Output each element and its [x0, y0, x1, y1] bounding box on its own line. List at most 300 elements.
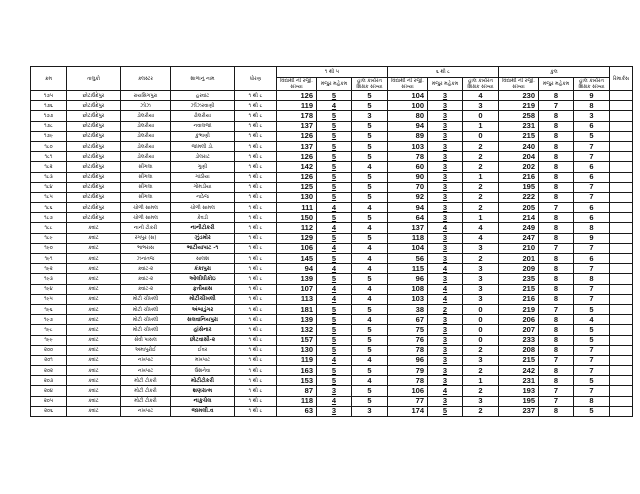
teachers-6-8: 4 [463, 91, 499, 101]
students-6-8: 103 [388, 141, 428, 151]
school-name-cell: છોટવાસી-૨ [171, 335, 235, 345]
sanctioned-1-5: 5 [317, 304, 352, 314]
table-row [31, 213, 633, 223]
sanctioned-6-8: 3 [428, 335, 463, 345]
teachers-total: 5 [574, 335, 610, 345]
students-1-5: 126 [277, 131, 317, 141]
standard-cell: ૧ થી ૮ [235, 284, 277, 294]
taluka-cell: ક્વાંટ [67, 406, 121, 416]
school-name-cell: ગાંઠીયા [171, 172, 235, 182]
table-row [31, 315, 633, 325]
teachers-total: 9 [574, 233, 610, 243]
standard-cell: ૧ થી ૮ [235, 254, 277, 264]
school-name-cell: નાઠેજ [171, 192, 235, 202]
standard-cell: ૧ થી ૮ [235, 203, 277, 213]
remarks-cell [610, 243, 633, 253]
sanctioned-1-5: 5 [317, 131, 352, 141]
sanctioned-1-5: 5 [317, 233, 352, 243]
row-number: ૨૦૬ [31, 406, 67, 416]
cluster-cell: સીંગલા [121, 172, 171, 182]
cluster-cell: મોટી ટોકરી [121, 386, 171, 396]
table-row [31, 203, 633, 213]
sanctioned-total: 8 [539, 141, 574, 151]
remarks-cell [610, 152, 633, 162]
sanctioned-6-8: 3 [428, 141, 463, 151]
sanctioned-1-5: 4 [317, 203, 352, 213]
standard-cell: ૧ થી ૮ [235, 141, 277, 151]
sanctioned-6-8: 4 [428, 294, 463, 304]
sanctioned-6-8: 3 [428, 315, 463, 325]
col-header-cluster: ક્લસ્ટર [121, 67, 171, 91]
students-1-5: 142 [277, 162, 317, 172]
cluster-cell: ઝનાંતજ [121, 254, 171, 264]
remarks-cell [610, 396, 633, 406]
cluster-cell: ક્વાંટ-૨ [121, 264, 171, 274]
students-1-5: 126 [277, 152, 317, 162]
sanctioned-total: 7 [539, 355, 574, 365]
row-number: ૧૯૪ [31, 284, 67, 294]
school-name-cell: મોટીટોકરી [171, 376, 235, 386]
teachers-6-8: 3 [463, 101, 499, 111]
sanctioned-total: 8 [539, 192, 574, 202]
teachers-total: 3 [574, 111, 610, 121]
students-1-5: 130 [277, 192, 317, 202]
teachers-6-8: 0 [463, 335, 499, 345]
sanctioned-total: 8 [539, 91, 574, 101]
sanctioned-total: 8 [539, 121, 574, 131]
teachers-total: 7 [574, 141, 610, 151]
sanctioned-6-8: 3 [428, 355, 463, 365]
cluster-cell: મોટી ચીખલી [121, 304, 171, 314]
school-name-cell: કંકાપુરા [171, 264, 235, 274]
taluka-cell: છોટાઉદેપુર [67, 131, 121, 141]
table-row [31, 182, 633, 192]
remarks-cell [610, 345, 633, 355]
taluka-cell: ક્વાંટ [67, 294, 121, 304]
students-1-5: 150 [277, 213, 317, 223]
standard-cell: ૧ થી ૮ [235, 304, 277, 314]
standard-cell: ૧ થી ૮ [235, 315, 277, 325]
row-number: ૧૮૨ [31, 162, 67, 172]
cluster-cell: રંગપુર (સ) [121, 233, 171, 243]
teachers-1-5: 4 [352, 243, 388, 253]
sanctioned-1-5: 4 [317, 355, 352, 365]
standard-cell: ૧ થી ૮ [235, 345, 277, 355]
students-1-5: 107 [277, 284, 317, 294]
school-name-cell: હાંસેનાર [171, 325, 235, 335]
sanctioned-6-8: 3 [428, 233, 463, 243]
sanctioned-6-8: 3 [428, 172, 463, 182]
col-header-students: વિદ્યાર્થી ની રજી. સંખ્યા [499, 78, 539, 91]
teachers-1-5: 5 [352, 233, 388, 243]
students-1-5: 94 [277, 264, 317, 274]
sanctioned-1-5: 4 [317, 264, 352, 274]
sanctioned-6-8: 3 [428, 203, 463, 213]
cluster-cell: ડોલરીયા [121, 152, 171, 162]
students-total: 240 [499, 141, 539, 151]
students-total: 231 [499, 121, 539, 131]
sanctioned-total: 7 [539, 386, 574, 396]
sanctioned-1-5: 5 [317, 141, 352, 151]
teachers-1-5: 5 [352, 345, 388, 355]
row-number: ૧૭૫ [31, 91, 67, 101]
sanctioned-6-8: 3 [428, 192, 463, 202]
teachers-total: 7 [574, 264, 610, 274]
standard-cell: ૧ થી ૮ [235, 274, 277, 284]
students-6-8: 94 [388, 121, 428, 131]
table-row [31, 396, 633, 406]
school-name-cell: ઉશનેવા [171, 366, 235, 376]
remarks-cell [610, 315, 633, 325]
standard-cell: ૧ થી ૮ [235, 264, 277, 274]
taluka-cell: ક્વાંટ [67, 335, 121, 345]
students-6-8: 80 [388, 111, 428, 121]
taluka-cell: છોટાઉદેપુર [67, 203, 121, 213]
students-1-5: 118 [277, 396, 317, 406]
students-6-8: 75 [388, 325, 428, 335]
row-number: ૧૯૨ [31, 264, 67, 274]
sanctioned-total: 8 [539, 213, 574, 223]
remarks-cell [610, 284, 633, 294]
students-total: 247 [499, 233, 539, 243]
taluka-cell: છોટાઉદેપુર [67, 192, 121, 202]
sanctioned-total: 8 [539, 111, 574, 121]
teachers-total: 8 [574, 274, 610, 284]
taluka-cell: ક્વાંટ [67, 355, 121, 365]
sanctioned-1-5: 4 [317, 396, 352, 406]
students-1-5: 129 [277, 233, 317, 243]
students-1-5: 126 [277, 91, 317, 101]
standard-cell: ૧ થી ૮ [235, 91, 277, 101]
table-row [31, 386, 633, 396]
sanctioned-6-8: 3 [428, 213, 463, 223]
teachers-total: 9 [574, 91, 610, 101]
school-name-cell: હરવાંટ [171, 91, 235, 101]
teachers-total: 7 [574, 355, 610, 365]
sanctioned-6-8: 3 [428, 131, 463, 141]
students-6-8: 70 [388, 182, 428, 192]
cluster-cell: નાની ટોકરી [121, 223, 171, 233]
students-1-5: 163 [277, 366, 317, 376]
cluster-cell: મોટી ચીખલી [121, 325, 171, 335]
school-name-cell: નાકુચેલ [171, 396, 235, 406]
students-6-8: 38 [388, 304, 428, 314]
sanctioned-total: 7 [539, 243, 574, 253]
students-1-5: 178 [277, 111, 317, 121]
teachers-1-5: 5 [352, 386, 388, 396]
students-6-8: 76 [388, 335, 428, 345]
sanctioned-total: 8 [539, 274, 574, 284]
teachers-6-8: 2 [463, 141, 499, 151]
row-number: ૧૮૧ [31, 152, 67, 162]
remarks-cell [610, 254, 633, 264]
sanctioned-1-5: 5 [317, 213, 352, 223]
students-1-5: 63 [277, 406, 317, 416]
teachers-total: 7 [574, 386, 610, 396]
students-6-8: 174 [388, 406, 428, 416]
school-name-cell: શણરાત્મ [171, 386, 235, 396]
teachers-1-5: 4 [352, 284, 388, 294]
sanctioned-total: 8 [539, 325, 574, 335]
remarks-cell [610, 294, 633, 304]
remarks-cell [610, 386, 633, 396]
sanctioned-6-8: 3 [428, 325, 463, 335]
table-row [31, 192, 633, 202]
standard-cell: ૧ થી ૮ [235, 162, 277, 172]
standard-cell: ૧ થી ૮ [235, 386, 277, 396]
teachers-6-8: 1 [463, 213, 499, 223]
taluka-cell: છોટાઉદેપુર [67, 152, 121, 162]
sanctioned-6-8: 2 [428, 304, 463, 314]
row-number: ૧૯૫ [31, 294, 67, 304]
sanctioned-total: 8 [539, 264, 574, 274]
sanctioned-1-5: 5 [317, 274, 352, 284]
sanctioned-1-5: 5 [317, 335, 352, 345]
teachers-6-8: 2 [463, 203, 499, 213]
students-total: 242 [499, 366, 539, 376]
school-name-cell: ભાટીયાપાટ -૧ [171, 243, 235, 253]
students-total: 219 [499, 101, 539, 111]
students-total: 206 [499, 315, 539, 325]
table-row [31, 355, 633, 365]
taluka-cell: ક્વાંટ [67, 284, 121, 294]
teachers-total: 5 [574, 376, 610, 386]
teachers-1-5: 5 [352, 325, 388, 335]
teachers-total: 8 [574, 223, 610, 233]
standard-cell: ૧ થી ૮ [235, 101, 277, 111]
teachers-total: 7 [574, 284, 610, 294]
table-row [31, 131, 633, 141]
teachers-total: 7 [574, 243, 610, 253]
cluster-cell: મોટી ટોકરી [121, 396, 171, 406]
teachers-1-5: 4 [352, 223, 388, 233]
remarks-cell [610, 376, 633, 386]
sanctioned-6-8: 3 [428, 121, 463, 131]
teachers-1-5: 4 [352, 294, 388, 304]
students-1-5: 130 [277, 345, 317, 355]
students-total: 210 [499, 243, 539, 253]
table-row [31, 243, 633, 253]
teachers-6-8: 1 [463, 172, 499, 182]
students-total: 215 [499, 355, 539, 365]
taluka-cell: છોટાઉદેપુર [67, 121, 121, 131]
remarks-cell [610, 162, 633, 172]
taluka-cell: ક્વાંટ [67, 396, 121, 406]
taluka-cell: છોટાઉદેપુર [67, 91, 121, 101]
students-1-5: 106 [277, 243, 317, 253]
teachers-total: 6 [574, 203, 610, 213]
teachers-6-8: 0 [463, 111, 499, 121]
students-1-5: 113 [277, 294, 317, 304]
row-number: ૧૮૬ [31, 203, 67, 213]
row-number: ૧૮૫ [31, 192, 67, 202]
cluster-cell: રાયસિંગપુરા [121, 91, 171, 101]
students-6-8: 79 [388, 366, 428, 376]
students-6-8: 64 [388, 213, 428, 223]
sanctioned-6-8: 4 [428, 223, 463, 233]
row-number: ૨૦૪ [31, 386, 67, 396]
school-name-cell: ચોળી સામલ [171, 203, 235, 213]
sanctioned-1-5: 4 [317, 223, 352, 233]
students-total: 208 [499, 345, 539, 355]
col-header-dhoran: ધોરણ [235, 67, 277, 91]
students-6-8: 92 [388, 192, 428, 202]
teachers-6-8: 1 [463, 376, 499, 386]
students-total: 202 [499, 162, 539, 172]
teachers-6-8: 2 [463, 182, 499, 192]
school-name-cell: ઈવર [171, 345, 235, 355]
col-header-taluka: તાલુકો [67, 67, 121, 91]
cluster-cell: નખપાટ [121, 355, 171, 365]
cluster-cell: સેવી પાસલ [121, 335, 171, 345]
students-total: 215 [499, 131, 539, 141]
cluster-cell: સીંગલા [121, 162, 171, 172]
standard-cell: ૧ થી ૮ [235, 406, 277, 416]
sanctioned-1-5: 5 [317, 345, 352, 355]
students-total: 237 [499, 406, 539, 416]
row-number: ૧૯૦ [31, 243, 67, 253]
remarks-cell [610, 213, 633, 223]
col-header-teachers: હાલ કાર્યરત શિક્ષક સંખ્યા [574, 78, 610, 91]
teachers-1-5: 5 [352, 396, 388, 406]
row-number: ૧૮૦ [31, 141, 67, 151]
table-row [31, 376, 633, 386]
col-header-teachers: હાલ કાર્યરત શિક્ષક સંખ્યા [352, 78, 388, 91]
teachers-total: 4 [574, 315, 610, 325]
students-total: 201 [499, 254, 539, 264]
taluka-cell: છોટાઉદેપુર [67, 141, 121, 151]
sanctioned-1-5: 3 [317, 406, 352, 416]
remarks-cell [610, 91, 633, 101]
taluka-cell: છોટાઉદેપુર [67, 101, 121, 111]
students-total: 209 [499, 264, 539, 274]
standard-cell: ૧ થી ૮ [235, 243, 277, 253]
students-6-8: 96 [388, 274, 428, 284]
sanctioned-6-8: 3 [428, 243, 463, 253]
students-total: 204 [499, 152, 539, 162]
cluster-cell: ઝોઝ [121, 101, 171, 111]
sanctioned-6-8: 3 [428, 91, 463, 101]
sanctioned-6-8: 3 [428, 254, 463, 264]
row-number: ૨૦૦ [31, 345, 67, 355]
sanctioned-total: 7 [539, 203, 574, 213]
school-name-cell: જામલી ડો. [171, 141, 235, 151]
school-name-cell: કેવડી [171, 213, 235, 223]
row-number: ૧૯૬ [31, 304, 67, 314]
teachers-6-8: 4 [463, 223, 499, 233]
standard-cell: ૧ થી ૮ [235, 182, 277, 192]
cluster-cell: સીંગલા [121, 182, 171, 192]
cluster-cell: નખપાટ [121, 406, 171, 416]
sanctioned-6-8: 3 [428, 152, 463, 162]
table-row [31, 335, 633, 345]
teachers-6-8: 1 [463, 121, 499, 131]
row-number: ૨૦૫ [31, 396, 67, 406]
school-name-cell: ગોમડીયા [171, 182, 235, 192]
students-6-8: 108 [388, 284, 428, 294]
sanctioned-total: 8 [539, 345, 574, 355]
school-name-cell: નવાલજા [171, 121, 235, 131]
remarks-cell [610, 264, 633, 274]
students-6-8: 78 [388, 345, 428, 355]
students-6-8: 67 [388, 315, 428, 325]
students-6-8: 77 [388, 396, 428, 406]
students-1-5: 157 [277, 335, 317, 345]
students-6-8: 56 [388, 254, 428, 264]
row-number: ૨૦૨ [31, 366, 67, 376]
cluster-cell: ક્વાંટ-૨ [121, 284, 171, 294]
table-row [31, 345, 633, 355]
students-6-8: 100 [388, 101, 428, 111]
students-total: 214 [499, 213, 539, 223]
sanctioned-total: 7 [539, 396, 574, 406]
students-6-8: 137 [388, 223, 428, 233]
table-row [31, 233, 633, 243]
teachers-6-8: 3 [463, 355, 499, 365]
row-number: ૧૯૭ [31, 315, 67, 325]
sanctioned-1-5: 5 [317, 254, 352, 264]
remarks-cell [610, 172, 633, 182]
teachers-6-8: 4 [463, 233, 499, 243]
students-total: 233 [499, 335, 539, 345]
students-total: 216 [499, 172, 539, 182]
table-row [31, 294, 633, 304]
table-row [31, 223, 633, 233]
standard-cell: ૧ થી ૮ [235, 325, 277, 335]
group-header-total: કુલ [499, 67, 610, 78]
students-6-8: 78 [388, 152, 428, 162]
teachers-total: 5 [574, 406, 610, 416]
taluka-cell: ક્વાંટ [67, 274, 121, 284]
group-header-1-5: ૧ થી ૫ [277, 67, 388, 78]
col-header-kram: ક્રમ [31, 67, 67, 91]
sanctioned-1-5: 5 [317, 376, 352, 386]
table-row [31, 91, 633, 101]
students-1-5: 87 [277, 386, 317, 396]
sanctioned-6-8: 3 [428, 345, 463, 355]
sanctioned-6-8: 3 [428, 396, 463, 406]
sanctioned-total: 8 [539, 376, 574, 386]
students-6-8: 106 [388, 386, 428, 396]
sanctioned-1-5: 4 [317, 284, 352, 294]
teachers-1-5: 5 [352, 274, 388, 284]
teachers-6-8: 0 [463, 304, 499, 314]
teachers-6-8: 3 [463, 243, 499, 253]
teachers-total: 7 [574, 182, 610, 192]
teachers-1-5: 4 [352, 162, 388, 172]
taluka-cell: છોટાઉદેપુર [67, 162, 121, 172]
taluka-cell: છોટાઉદેપુર [67, 213, 121, 223]
remarks-cell [610, 101, 633, 111]
table-row [31, 162, 633, 172]
taluka-cell: છોટાઉદેપુર [67, 172, 121, 182]
remarks-cell [610, 192, 633, 202]
school-name-cell: ફતીયાસ [171, 284, 235, 294]
table-row [31, 141, 633, 151]
sanctioned-6-8: 4 [428, 386, 463, 396]
sanctioned-6-8: 4 [428, 264, 463, 274]
sanctioned-total: 8 [539, 366, 574, 376]
table-row [31, 111, 633, 121]
remarks-cell [610, 335, 633, 345]
taluka-cell: ક્વાંટ [67, 254, 121, 264]
standard-cell: ૧ થી ૮ [235, 111, 277, 121]
sanctioned-6-8: 4 [428, 284, 463, 294]
students-6-8: 60 [388, 162, 428, 172]
teachers-6-8: 2 [463, 345, 499, 355]
teachers-total: 8 [574, 396, 610, 406]
col-header-students: વિદ્યાર્થી ની રજી. સંખ્યા [388, 78, 428, 91]
